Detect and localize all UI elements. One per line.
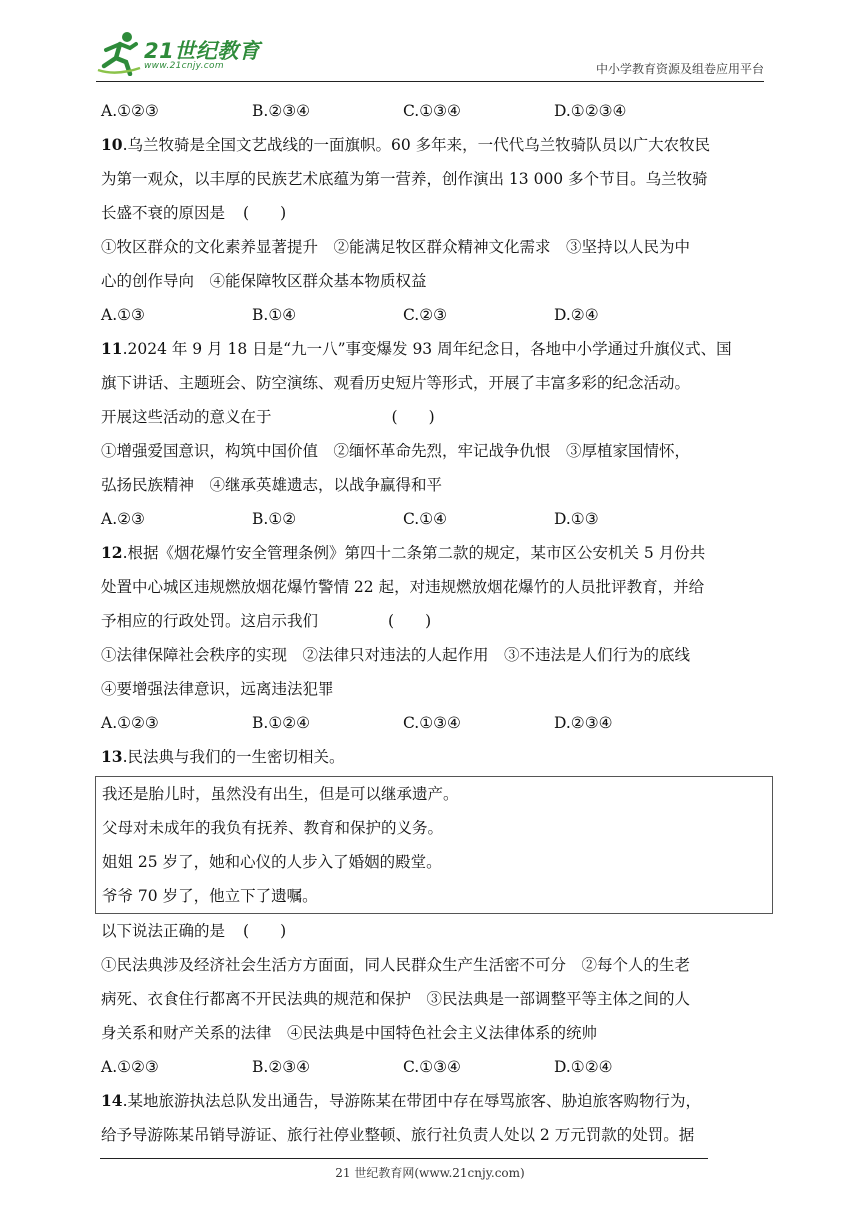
q12-options <box>101 706 767 740</box>
question-number: 13 <box>101 747 123 766</box>
question-number: 11 <box>101 339 123 358</box>
q12-line-3: 予相应的行政处罚。这启示我们 ( ) <box>101 604 767 638</box>
life-stages-box <box>95 776 773 914</box>
q10-statement-1: ①牧区群众的文化素养显著提升 ②能满足牧区群众精神文化需求 ③坚持以人民为中 <box>101 238 691 256</box>
q13-statement-1: ①民法典涉及经济社会生活方方面面，同人民群众生产生活密不可分 ②每个人的生老 <box>101 956 691 974</box>
option-b: B.②③④ <box>252 102 311 120</box>
q10-options <box>101 298 767 332</box>
logo-text: 21世纪教育 <box>144 39 261 63</box>
platform-name: 中小学教育资源及组卷应用平台 <box>595 62 764 76</box>
box-line: 父母对未成年的我负有抚养、教育和保护的义务。 <box>102 819 444 837</box>
logo-url: www.21cnjy.com <box>144 61 224 71</box>
q11-statement-2: 弘扬民族精神 ④继承英雄遗志，以战争赢得和平 <box>101 476 443 494</box>
option-b: B.②③④ <box>252 1058 311 1076</box>
option-c: C.②③ <box>403 306 448 324</box>
footer-divider <box>100 1158 708 1159</box>
option-d: D.②④ <box>554 306 599 324</box>
q11-statement-1: ①增强爱国意识，构筑中国价值 ②缅怀革命先烈，牢记战争仇恨 ③厚植家国情怀， <box>101 442 691 460</box>
option-b: B.①④ <box>252 306 297 324</box>
q11-line-2: 旗下讲话、主题班会、防空演练、观看历史短片等形式，开展了丰富多彩的纪念活动。 <box>101 374 691 392</box>
q12-statement-1: ①法律保障社会秩序的实现 ②法律只对违法的人起作用 ③不违法是人们行为的底线 <box>101 646 691 664</box>
q11-line-3: 开展这些活动的意义在于 ( ) <box>101 400 767 434</box>
q13-question: 以下说法正确的是 ( ) <box>101 914 767 948</box>
q13-intro: 13.民法典与我们的一生密切相关。 <box>101 747 345 766</box>
option-b: B.①②④ <box>252 714 311 732</box>
option-a: A.①②③ <box>101 102 159 120</box>
option-a: A.①③ <box>101 306 145 324</box>
page-footer: 21 世纪教育网(www.21cnjy.com) <box>335 1166 525 1180</box>
q12-line-2: 处置中心城区违规燃放烟花爆竹警情 22 起，对违规燃放烟花爆竹的人员批评教育，并给 <box>101 578 705 596</box>
q13-statement-2: 病死、衣食住行都离不开民法典的规范和保护 ③民法典是一部调整平等主体之间的人 <box>101 990 691 1008</box>
q12-statement-2: ④要增强法律意识，远离违法犯罪 <box>101 680 334 698</box>
q14-line-1: 14.某地旅游执法总队发出通告，导游陈某在带团中存在辱骂旅客、胁迫旅客购物行为， <box>101 1091 702 1110</box>
option-d: D.①②③④ <box>554 102 627 120</box>
question-number: 14 <box>101 1091 123 1110</box>
logo <box>96 30 266 78</box>
runner-logo-icon <box>96 30 144 76</box>
option-c: C.①③④ <box>403 102 461 120</box>
page-header <box>96 30 764 82</box>
q13-options <box>101 1050 767 1084</box>
q10-line-2: 为第一观众，以丰厚的民族艺术底蕴为第一营养，创作演出 13 000 多个节目。乌兰牧骑 <box>101 170 708 188</box>
option-b: B.①② <box>252 510 297 528</box>
answer-blank: ( ) <box>243 204 287 222</box>
q13-statement-3: 身关系和财产关系的法律 ④民法典是中国特色社会主义法律体系的统帅 <box>101 1024 598 1042</box>
option-c: C.①③④ <box>403 714 461 732</box>
option-c: C.①④ <box>403 510 448 528</box>
q10-statement-2: 心的创作导向 ④能保障牧区群众基本物质权益 <box>101 272 427 290</box>
q14-line-2: 给予导游陈某吊销导游证、旅行社停业整顿、旅行社负责人处以 2 万元罚款的处罚。据 <box>101 1126 695 1144</box>
q11-line-1: 11.2024 年 9 月 18 日是“九一八”事变爆发 93 周年纪念日，各地中小学通过升旗仪式、国 <box>101 339 732 358</box>
option-a: A.①②③ <box>101 1058 159 1076</box>
option-d: D.①③ <box>554 510 599 528</box>
q9-options <box>101 94 767 128</box>
answer-blank: ( ) <box>391 408 435 426</box>
question-content <box>101 94 767 1152</box>
q11-options <box>101 502 767 536</box>
option-c: C.①③④ <box>403 1058 461 1076</box>
option-d: D.②③④ <box>554 714 613 732</box>
answer-blank: ( ) <box>388 612 432 630</box>
q10-line-3: 长盛不衰的原因是 ( ) <box>101 196 767 230</box>
option-a: A.②③ <box>101 510 145 528</box>
question-number: 10 <box>101 135 123 154</box>
box-line: 我还是胎儿时，虽然没有出生，但是可以继承遗产。 <box>102 785 459 803</box>
box-line: 姐姐 25 岁了，她和心仪的人步入了婚姻的殿堂。 <box>102 853 442 871</box>
question-number: 12 <box>101 543 123 562</box>
answer-blank: ( ) <box>243 922 287 940</box>
option-d: D.①②④ <box>554 1058 613 1076</box>
box-line: 爷爷 70 岁了，他立下了遗嘱。 <box>102 887 318 905</box>
q12-line-1: 12.根据《烟花爆竹安全管理条例》第四十二条第二款的规定，某市区公安机关 5 月份共 <box>101 543 706 562</box>
option-a: A.①②③ <box>101 714 159 732</box>
header-divider <box>96 81 764 82</box>
q10-line-1: 10.乌兰牧骑是全国文艺战线的一面旗帜。60 多年来，一代代乌兰牧骑队员以广大农牧民 <box>101 135 711 154</box>
